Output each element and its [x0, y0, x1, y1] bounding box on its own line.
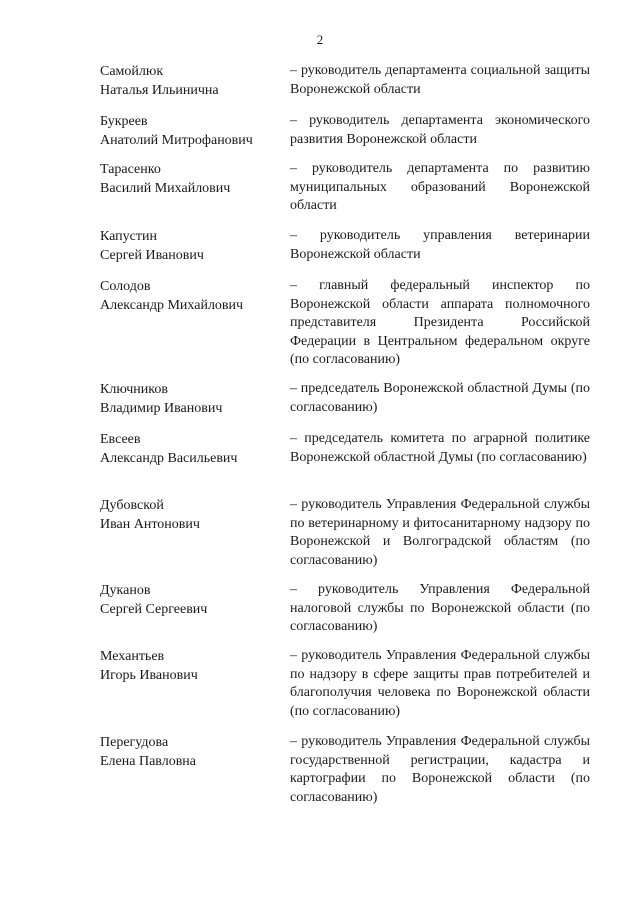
- member-role: – председатель комитета по аграрной политике Воронежской областной Думы (по согласованию): [290, 431, 590, 465]
- member-name: [100, 62, 280, 100]
- member-role: – руководитель департамента экономического развития Воронежской области: [290, 113, 590, 147]
- member-role: – главный федеральный инспектор по Воронежской области аппарата полномочного представителя Президента Российской Федерации в Центральном федеральном округе (по согласованию): [290, 278, 590, 367]
- member-name: [100, 581, 280, 619]
- member-given-names: Сергей Сергеевич: [100, 602, 208, 617]
- member-role: – руководитель Управления Федеральной службы по надзору в сфере защиты прав потребителей и благополучия человека по Воронежской области (по согласованию): [290, 648, 590, 719]
- member-name: [100, 647, 280, 685]
- member-surname: Перегудова: [100, 735, 169, 750]
- member-given-names: Наталья Ильинична: [100, 83, 219, 98]
- member-name: [100, 496, 280, 534]
- member-surname: Солодов: [100, 279, 151, 294]
- member-name: [100, 160, 280, 198]
- member-role: – руководитель Управления Федеральной налоговой службы по Воронежской области (по согласованию): [290, 582, 590, 634]
- member-surname: Дубовской: [100, 498, 164, 513]
- member-role: – руководитель управления ветеринарии Воронежской области: [290, 228, 590, 262]
- member-surname: Евсеев: [100, 432, 141, 447]
- member-surname: Капустин: [100, 229, 157, 244]
- member-role: – председатель Воронежской областной Думы (по согласованию): [290, 381, 590, 415]
- member-surname: Самойлюк: [100, 64, 164, 79]
- page-number: 2: [316, 32, 324, 47]
- member-name: [100, 380, 280, 418]
- member-given-names: Владимир Иванович: [100, 401, 223, 416]
- member-name: [100, 112, 280, 150]
- member-surname: Дуканов: [100, 583, 151, 598]
- member-surname: Механтьев: [100, 649, 165, 664]
- member-given-names: Василий Михайлович: [100, 181, 231, 196]
- member-given-names: Елена Павловна: [100, 754, 197, 769]
- member-given-names: Сергей Иванович: [100, 248, 204, 263]
- member-role: – руководитель Управления Федеральной службы государственной регистрации, кадастра и картографии по Воронежской области (по согласованию): [290, 734, 590, 805]
- member-name: [100, 733, 280, 771]
- member-surname: Тарасенко: [100, 162, 161, 177]
- member-role: – руководитель департамента социальной защиты Воронежской области: [290, 63, 590, 97]
- member-given-names: Игорь Иванович: [100, 668, 198, 683]
- member-given-names: Александр Михайлович: [100, 298, 244, 313]
- member-name: [100, 227, 280, 265]
- member-name: [100, 430, 280, 468]
- member-name: [100, 277, 280, 315]
- member-surname: Ключников: [100, 382, 168, 397]
- member-given-names: Анатолий Митрофанович: [100, 133, 253, 148]
- member-given-names: Александр Васильевич: [100, 451, 238, 466]
- member-role: – руководитель департамента по развитию муниципальных образований Воронежской области: [290, 161, 590, 213]
- member-role: – руководитель Управления Федеральной службы по ветеринарному и фитосанитарному надзору по Воронежской и Волгоградской областям (по согласованию): [290, 497, 590, 568]
- member-given-names: Иван Антонович: [100, 517, 200, 532]
- member-surname: Букреев: [100, 114, 148, 129]
